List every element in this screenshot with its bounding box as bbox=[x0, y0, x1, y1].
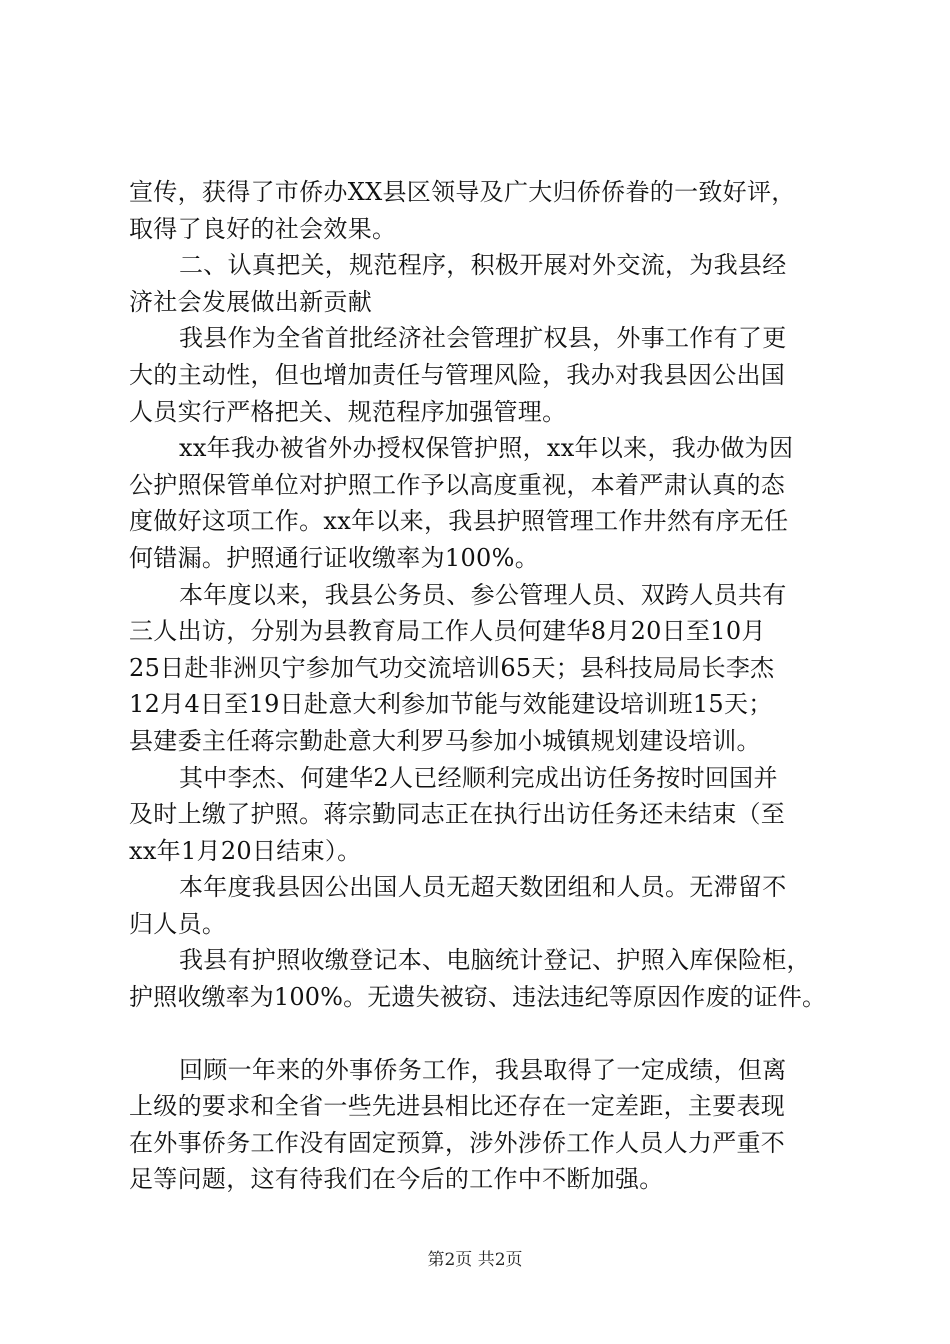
paragraph-continuation bbox=[129, 174, 829, 247]
text-line: 其中李杰、何建华2人已经顺利完成出访任务按时回国并 bbox=[179, 763, 778, 792]
text-line: 及时上缴了护照。蒋宗勤同志正在执行出访任务还未结束（至 bbox=[129, 800, 786, 829]
text-line: 足等问题，这有待我们在今后的工作中不断加强。 bbox=[129, 1165, 664, 1194]
paragraph-visit-status bbox=[129, 760, 829, 870]
paragraph-visits bbox=[129, 577, 829, 760]
text-line: 何错漏。护照通行证收缴率为100%。 bbox=[129, 543, 540, 572]
text-line: 12月4日至19日赴意大利参加节能与效能建设培训班15天； bbox=[129, 690, 773, 719]
text-line: 取得了良好的社会效果。 bbox=[129, 214, 397, 243]
text-line: 济社会发展做出新贡献 bbox=[129, 287, 372, 316]
text-line: 本年度以来，我县公务员、参公管理人员、双跨人员共有 bbox=[179, 580, 787, 609]
text-line: 度做好这项工作。xx年以来，我县护照管理工作井然有序无任 bbox=[129, 507, 789, 536]
text-line: 护照收缴率为100%。无遗失被窃、违法违纪等原因作废的证件。 bbox=[129, 983, 827, 1012]
text-line: 县建委主任蒋宗勤赴意大利罗马参加小城镇规划建设培训。 bbox=[129, 726, 761, 755]
text-line: 上级的要求和全省一些先进县相比还存在一定差距，主要表现 bbox=[129, 1092, 786, 1121]
text-line: xx年1月20日结束）。 bbox=[129, 836, 362, 865]
text-line: 本年度我县因公出国人员无超天数团组和人员。无滞留不 bbox=[179, 873, 787, 902]
paragraph-review bbox=[129, 1052, 829, 1198]
text-line: 二、认真把关，规范程序，积极开展对外交流，为我县经 bbox=[179, 251, 787, 280]
text-line: 我县作为全省首批经济社会管理扩权县，外事工作有了更 bbox=[179, 324, 787, 353]
paragraph-no-overstay bbox=[129, 869, 829, 942]
paragraph-expanded-powers bbox=[129, 320, 829, 430]
paragraph-passport-records bbox=[129, 942, 829, 1015]
text-line: 宣传，获得了市侨办XX县区领导及广大归侨侨眷的一致好评， bbox=[129, 178, 796, 206]
section-heading-two bbox=[129, 247, 829, 320]
paragraph-spacer bbox=[129, 1016, 829, 1052]
document-body bbox=[129, 174, 829, 1198]
text-line: 25日赴非洲贝宁参加气功交流培训65天；县科技局局长李杰 bbox=[129, 653, 775, 682]
page-number-footer: 第2页 共2页 bbox=[427, 1250, 523, 1270]
text-line: 在外事侨务工作没有固定预算，涉外涉侨工作人员人力严重不 bbox=[129, 1128, 786, 1157]
text-line: 我县有护照收缴登记本、电脑统计登记、护照入库保险柜， bbox=[179, 946, 811, 975]
text-line: 三人出访，分别为县教育局工作人员何建华8月20日至10月 bbox=[129, 617, 766, 646]
paragraph-passport-custody bbox=[129, 430, 829, 576]
text-line: 归人员。 bbox=[129, 909, 227, 938]
text-line: 回顾一年来的外事侨务工作，我县取得了一定成绩，但离 bbox=[179, 1055, 787, 1084]
text-line: 人员实行严格把关、规范程序加强管理。 bbox=[129, 397, 567, 426]
text-line: 公护照保管单位对护照工作予以高度重视，本着严肃认真的态 bbox=[129, 470, 786, 499]
text-line: xx年我办被省外办授权保管护照，xx年以来，我办做为因 bbox=[179, 434, 794, 463]
text-line: 大的主动性，但也增加责任与管理风险，我办对我县因公出国 bbox=[129, 360, 786, 389]
